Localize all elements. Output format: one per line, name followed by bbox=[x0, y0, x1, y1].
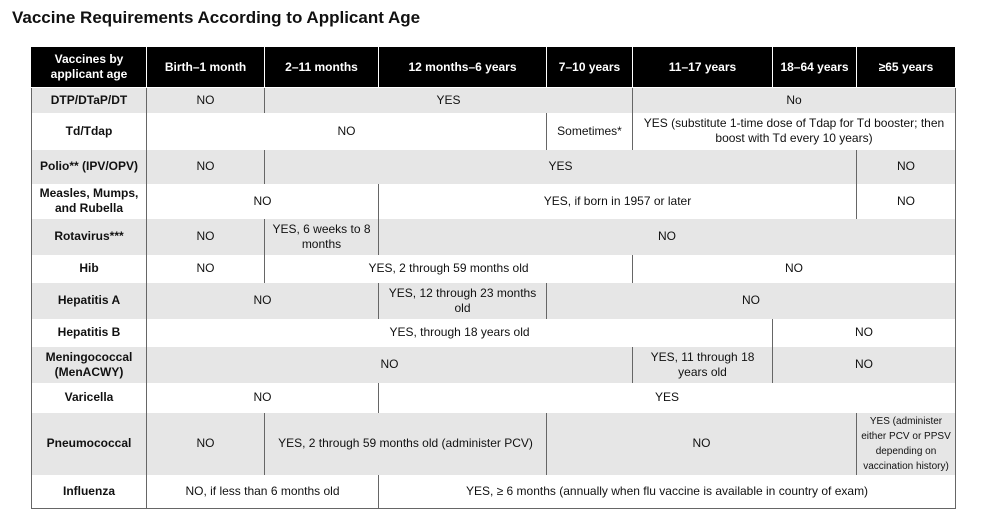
table-row bbox=[32, 283, 956, 319]
header-11-17-years: 11–17 years bbox=[633, 47, 773, 88]
requirement-cell: YES, if born in 1957 or later bbox=[379, 184, 857, 219]
requirement-cell: NO bbox=[633, 255, 956, 283]
requirement-cell: NO bbox=[147, 150, 265, 184]
vaccine-name: Meningococcal (MenACWY) bbox=[32, 347, 147, 383]
vaccine-name: Influenza bbox=[32, 475, 147, 509]
header-7-10-years: 7–10 years bbox=[547, 47, 633, 88]
requirement-cell: Sometimes* bbox=[547, 113, 633, 150]
vaccine-name: DTP/DTaP/DT bbox=[32, 88, 147, 113]
requirement-cell: NO bbox=[547, 413, 857, 475]
table-row bbox=[32, 319, 956, 347]
requirement-cell: NO bbox=[547, 283, 956, 319]
table-row bbox=[32, 88, 956, 113]
table-row bbox=[32, 413, 956, 475]
requirement-cell: NO bbox=[147, 219, 265, 255]
requirement-cell: NO bbox=[773, 347, 956, 383]
requirement-cell: YES, 2 through 59 months old (administer PCV) bbox=[265, 413, 547, 475]
table-row bbox=[32, 255, 956, 283]
table-row bbox=[32, 219, 956, 255]
vaccine-name: Hepatitis A bbox=[32, 283, 147, 319]
vaccine-name: Hib bbox=[32, 255, 147, 283]
requirement-cell: YES (substitute 1-time dose of Tdap for Td booster; then boost with Td every 10 years) bbox=[633, 113, 956, 150]
requirement-cell: NO bbox=[147, 413, 265, 475]
table-row bbox=[32, 113, 956, 150]
requirement-cell: YES, through 18 years old bbox=[147, 319, 773, 347]
header-12-months-6-years: 12 months–6 years bbox=[379, 47, 547, 88]
vaccine-name: Measles, Mumps, and Rubella bbox=[32, 184, 147, 219]
table-row bbox=[32, 347, 956, 383]
header-65-plus-years: ≥65 years bbox=[857, 47, 956, 88]
requirement-cell: NO bbox=[147, 255, 265, 283]
requirement-cell: YES bbox=[379, 383, 956, 413]
requirement-cell: NO bbox=[857, 184, 956, 219]
requirement-cell: NO bbox=[147, 88, 265, 113]
requirement-cell: YES, 12 through 23 months old bbox=[379, 283, 547, 319]
requirement-cell: NO bbox=[857, 150, 956, 184]
header-18-64-years: 18–64 years bbox=[773, 47, 857, 88]
requirement-cell: YES, ≥ 6 months (annually when flu vaccine is available in country of exam) bbox=[379, 475, 956, 509]
requirement-cell: NO bbox=[147, 184, 379, 219]
header-vaccines: Vaccines by applicant age bbox=[32, 47, 147, 88]
requirement-cell: YES bbox=[265, 150, 857, 184]
table-row bbox=[32, 150, 956, 184]
header-2-11-months: 2–11 months bbox=[265, 47, 379, 88]
vaccine-name: Rotavirus*** bbox=[32, 219, 147, 255]
header-birth-1-month: Birth–1 month bbox=[147, 47, 265, 88]
vaccine-name: Hepatitis B bbox=[32, 319, 147, 347]
vaccine-requirements-table bbox=[31, 46, 956, 509]
table-row bbox=[32, 184, 956, 219]
requirement-cell: YES, 11 through 18 years old bbox=[633, 347, 773, 383]
requirement-cell: NO bbox=[773, 319, 956, 347]
table-row bbox=[32, 383, 956, 413]
requirement-cell: YES, 6 weeks to 8 months bbox=[265, 219, 379, 255]
page-title: Vaccine Requirements According to Applicant Age bbox=[12, 8, 421, 27]
vaccine-name: Pneumococcal bbox=[32, 413, 147, 475]
requirement-cell: NO, if less than 6 months old bbox=[147, 475, 379, 509]
vaccine-name: Varicella bbox=[32, 383, 147, 413]
requirement-cell: NO bbox=[147, 283, 379, 319]
vaccine-name: Polio** (IPV/OPV) bbox=[32, 150, 147, 184]
requirement-cell: YES, 2 through 59 months old bbox=[265, 255, 633, 283]
header-row bbox=[32, 47, 956, 88]
requirement-cell: NO bbox=[147, 347, 633, 383]
requirement-cell: No bbox=[633, 88, 956, 113]
requirement-cell: NO bbox=[147, 113, 547, 150]
requirement-cell: YES bbox=[265, 88, 633, 113]
requirement-cell: NO bbox=[379, 219, 956, 255]
requirement-cell: NO bbox=[147, 383, 379, 413]
vaccine-name: Td/Tdap bbox=[32, 113, 147, 150]
table-row bbox=[32, 475, 956, 509]
requirement-cell: YES (administer either PCV or PPSV depending on vaccination history) bbox=[857, 413, 956, 475]
